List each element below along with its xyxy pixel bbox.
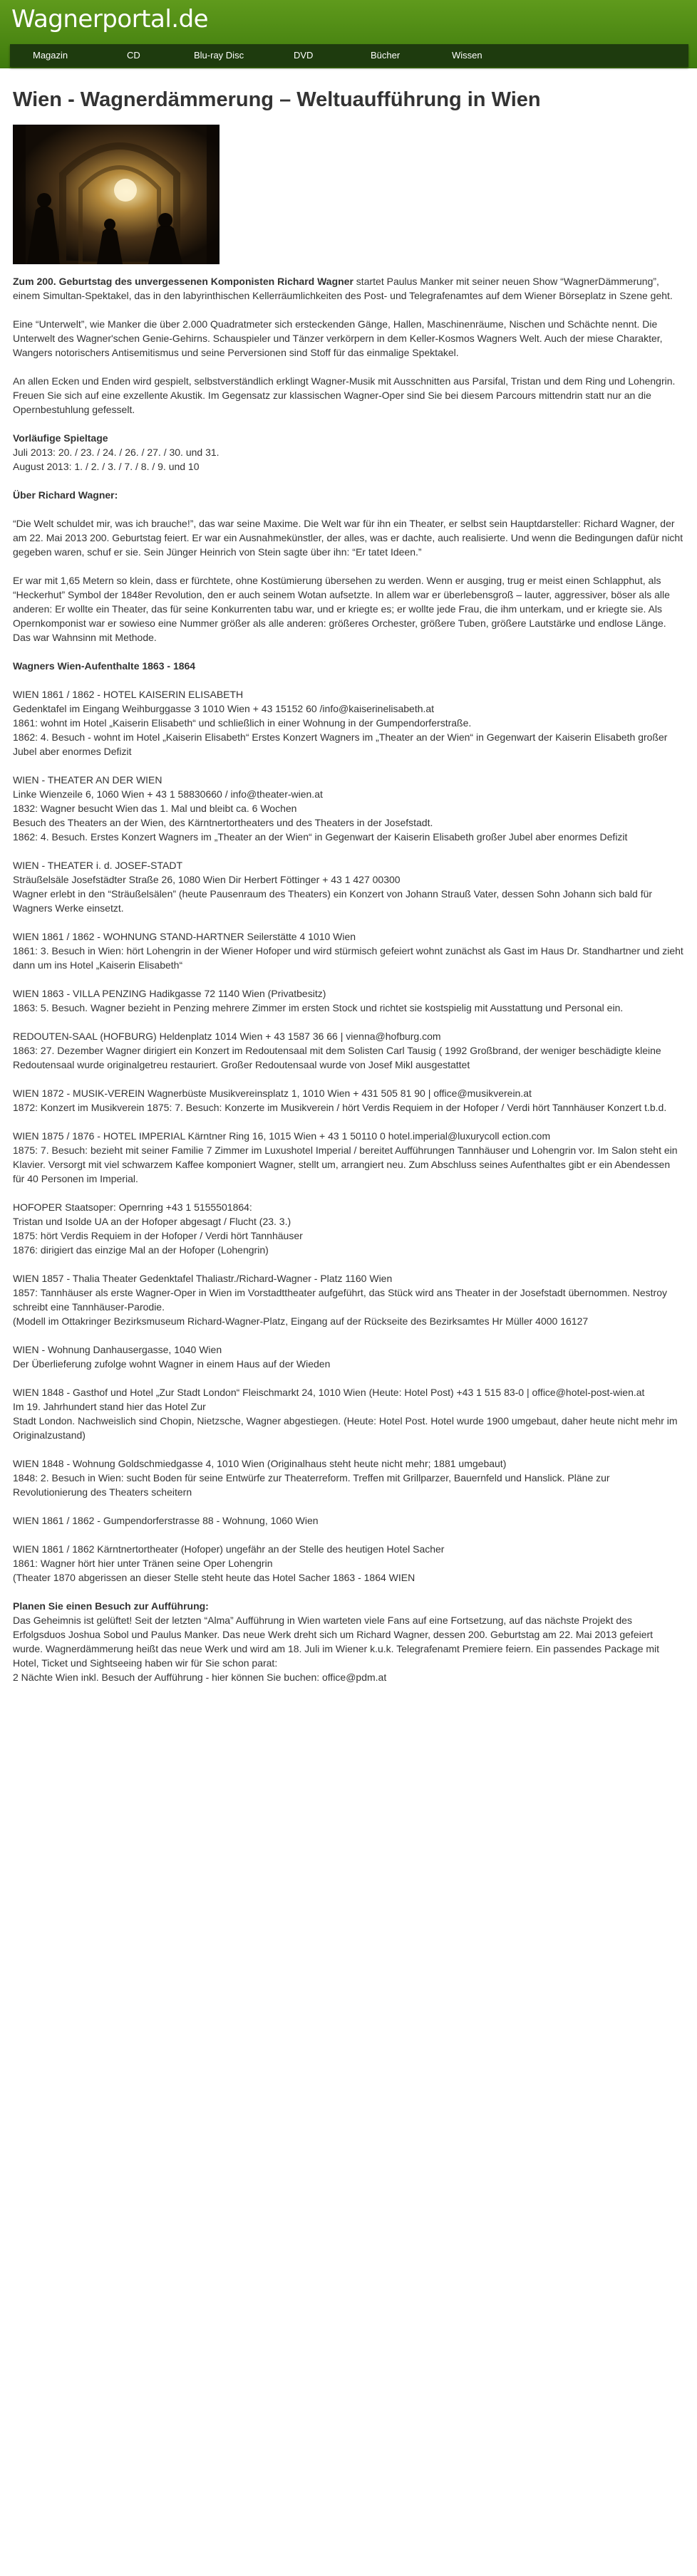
besuch-heading: Planen Sie einen Besuch zur Aufführung: (13, 1600, 209, 1612)
main-nav (10, 44, 688, 67)
nav-item-cd[interactable]: CD (127, 50, 140, 61)
hero-image (13, 125, 220, 264)
nav-item-dvd[interactable]: DVD (294, 50, 314, 61)
ueber-heading-text: Über Richard Wagner: (13, 489, 118, 501)
aufenthalt-entry: WIEN 1875 / 1876 - HOTEL IMPERIAL Kärntner Ring 16, 1015 Wien + 43 1 50110 0 hotel.imperial@luxurycoll ection.com 1875: 7. Besuch: bezieht mit seiner Familie 7 Zimmer im Luxushotel Imperial / bereitet Aufführungen Tannhäuser und Lohengrin vor. Im Salon steht ein Klavier. Versorgt mit viel schwarzem Kaffee komponiert Wagner, stellt um, arrangiert neu. Zum Abschluss seines Aufenthaltes gibt er ein Abendessen für 40 Personen im Imperial. (13, 1130, 678, 1184)
aufenthalt-entry: WIEN - Wohnung Danhausergasse, 1040 Wien Der Überlieferung zufolge wohnt Wagner in einem Haus auf der Wieden (13, 1344, 331, 1370)
aufenthalt-entry: WIEN 1861 / 1862 - HOTEL KAISERIN ELISABETH Gedenktafel im Eingang Weihburggasse 3 1010 Wien + 43 15152 60 /info@kaiserinelisabeth.at 1861: wohnt im Hotel „Kaiserin Elisabeth“ und schließlich in einer Wohnung in der Gumpendorferstraße. 1862: 4. Besuch - wohnt im Hotel „Kaiserin Elisabeth“ Erstes Konzert Wagners im „Theater an der Wien“ in Gegenwart der Kaiserin Elisabeth großer Jubel aber enormes Defizit (13, 689, 668, 757)
aufenthalt-entry: WIEN - THEATER AN DER WIEN Linke Wienzeile 6, 1060 Wien + 43 1 58830660 / info@theater-wien.at 1832: Wagner besucht Wien das 1. Mal und bleibt ca. 6 Wochen Besuch des Theaters an der Wien, des Kärntnertortheaters und des Theaters in der Josefstadt. 1862: 4. Besuch. Erstes Konzert Wagners im „Theater an der Wien“ in Gegenwart der Kaiserin Elisabeth großer Jubel aber enormes Defizit (13, 774, 628, 843)
site-logo[interactable]: Wagnerportal.de (11, 5, 209, 33)
aufenthalt-entry: WIEN 1861 / 1862 - Gumpendorferstrasse 88 - Wohnung, 1060 Wien (13, 1515, 319, 1526)
aufenthalt-entry: WIEN 1861 / 1862 Kärntnertortheater (Hofoper) ungefähr an der Stelle des heutigen Hotel Sacher 1861: Wagner hört hier unter Tränen seine Oper Lohengrin (Theater 1870 abgerissen an dieser Stelle steht heute das Hotel Sacher 1863 - 1864 WIEN (13, 1543, 445, 1583)
aufenthalt-entry: WIEN 1848 - Wohnung Goldschmiedgasse 4, 1010 Wien (Originalhaus steht heute nicht mehr; 1881 umgebaut) 1848: 2. Besuch in Wien: sucht Boden für seine Entwürfe zur Theaterreform. Treffen mit Grillparzer, Bauernfeld und Hanslick. Pläne zur Revolutionierung des Theaters scheitern (13, 1458, 610, 1498)
aufenthalte-heading-text: Wagners Wien-Aufenthalte 1863 - 1864 (13, 660, 196, 672)
aufenthalt-entry: REDOUTEN-SAAL (HOFBURG) Heldenplatz 1014 Wien + 43 1587 36 66 | vienna@hofburg.com 1863: 27. Dezember Wagner dirigiert ein Konzert im Redoutensaal mit dem Solisten Carl Tausig ( 1992 Großbrand, der weniger beschädigte kleine Redoutensaal wurde originalgetreu restauriert. Großer Redoutensaal wurde von Josef Mikl ausgestattet (13, 1031, 661, 1070)
paragraph-akustik: An allen Ecken und Enden wird gespielt, selbstverständlich erklingt Wagner-Musik mit Ausschnitten aus Parsifal, Tristan und dem Ring und Lohengrin. Freuen Sie sich auf eine exzellente Akustik. Im Gegensatz zur klassischen Wagner-Oper sind Sie bei diesem Parcours mittendrin statt nur an die Opernbestuhlung gefesselt. (13, 375, 676, 415)
nav-item-wissen[interactable]: Wissen (452, 50, 482, 61)
article (0, 68, 697, 1727)
aufenthalt-entry: WIEN 1863 - VILLA PENZING Hadikgasse 72 1140 Wien (Privatbesitz) 1863: 5. Besuch. Wagner bezieht in Penzing mehrere Zimmer im ersten Stock und richtet sie kostspielig mit Ausstattung und Personal ein. (13, 988, 624, 1013)
intro-bold: Zum 200. Geburtstag des unvergessenen Komponisten Richard Wagner (13, 276, 353, 287)
page-end-spacer (13, 1699, 684, 1727)
ueber-paragraph-1: “Die Welt schuldet mir, was ich brauche!”, das war seine Maxime. Die Welt war für ihn ein Theater, er selbst sein Hauptdarsteller: Richard Wagner, der am 22. Mai 2013 200. Geburtstag feiert. Er war ein Ausnahmekünstler, der alles, was er dachte, auch realisierte. Und wenn die Bedingungen dafür nicht gegeben waren, schuf er sie. Sein Jünger Heinrich von Stein sagte über ihn: “Er tatet Ideen.” (13, 518, 683, 558)
nav-item-magazin[interactable]: Magazin (33, 50, 68, 61)
aufenthalt-entry: WIEN 1872 - MUSIK-VEREIN Wagnerbüste Musikvereinsplatz 1, 1010 Wien + 431 505 81 90 | office@musikverein.at 1872: Konzert im Musikverein 1875: 7. Besuch: Konzerte im Musikverein / hört Verdis Requiem in der Hofoper / Verdi hört Tannhäuser Konzert t.b.d. (13, 1088, 667, 1113)
spieltage-heading: Vorläufige Spieltage (13, 432, 108, 444)
intro-text: startet Paulus Manker mit seiner neuen Show “WagnerDämmerung”, einem Simultan-Spektakel, das in den labyrinthischen Kellerräumlichkeiten des Post- und Telegrafenamtes auf dem Wiener Börseplatz in Szene geht. (13, 276, 673, 301)
ueber-heading (13, 488, 684, 502)
besuch-text: Das Geheimnis ist gelüftet! Seit der letzten “Alma” Aufführung in Wien warteten viele Fans auf eine Fortsetzung, auf das nächste Projekt des Erfolgsduos Joshua Sobol und Paulus Manker. Das neue Werk dreht sich um Richard Wagner, dessen 200. Geburtstag am 22. Mai 2013 gefeiert wurde. Wagnerdämmerung heißt das neue Werk und wird am 18. Juli im Wiener k.u.k. Telegrafenamt Premiere feiern. Ein passendes Package mit Hotel, Ticket und Sightseeing haben wir für Sie schon parat: 2 Nächte Wien inkl. Besuch der Aufführung - hier können Sie buchen: office@pdm.at (13, 1615, 660, 1683)
site-header (0, 0, 697, 68)
aufenthalt-entry: WIEN 1848 - Gasthof und Hotel „Zur Stadt London“ Fleischmarkt 24, 1010 Wien (Heute: Hotel Post) +43 1 515 83-0 | office@hotel-post-wien.at Im 19. Jahrhundert stand hier das Hotel Zur Stadt London. Nachweislich sind Chopin, Nietzsche, Wagner abgestiegen. (Heute: Hotel Post. Hotel wurde 1900 umgebaut, daher heute nicht mehr im Originalzustand) (13, 1387, 678, 1441)
intro-paragraph (13, 274, 684, 303)
page-title: Wien - Wagnerdämmerung – Weltuaufführung in Wien (13, 88, 541, 111)
aufenthalt-entry: WIEN 1861 / 1862 - WOHNUNG STAND-HARTNER Seilerstätte 4 1010 Wien 1861: 3. Besuch in Wien: hört Lohengrin in der Wiener Hofoper und wird stürmisch gefeiert wohnt zunächst als Gast im Haus Dr. Standhartner und zieht dann um ins Hotel „Kaiserin Elisabeth“ (13, 931, 683, 971)
nav-item-bluray[interactable]: Blu-ray Disc (194, 50, 244, 61)
ueber-paragraph-2: Er war mit 1,65 Metern so klein, dass er fürchtete, ohne Kostümierung übersehen zu werden. Wenn er ausging, trug er meist einen Schlapphut, als “Heckerhut” Symbol der 1848er Revolution, den er auch seinem Wotan aufsetzte. In allem war er überlebensgroß – lauter, aggressiver, böser als alle anderen: Er wollte ein Theater, das für seine Konkurrenten tabu war, und er kriegte es; er wollte jede Frau, die ihm unterkam, und er kriegte sie. Als Opernkomponist war er sowieso eine Nummer größer als alle anderen: größeres Orchester, größere Tuben, größere Lautstärke und endlose Länge. Das war Wahnsinn mit Methode. (13, 575, 670, 643)
spieltage-section (13, 431, 684, 474)
aufenthalt-entry: HOFOPER Staatsoper: Opernring +43 1 5155501864: Tristan und Isolde UA an der Hofoper abgesagt / Flucht (23. 3.) 1875: hört Verdis Requiem in der Hofoper / Verdi hört Tannhäuser 1876: dirigiert das einzige Mal an der Hofoper (Lohengrin) (13, 1201, 303, 1256)
aufenthalt-entry: WIEN - THEATER i. d. JOSEF-STADT Sträußelsäle Josefstädter Straße 26, 1080 Wien Dir Herbert Föttinger + 43 1 427 00300 Wagner erlebt in den “Sträußelsälen” (heute Pausenraum des Theaters) ein Konzert von Johann Strauß Vater, dessen Sohn Johann sich bald für Wagners Werke einsetzt. (13, 860, 653, 914)
besuch-section (13, 1599, 684, 1684)
spieltage-dates: Juli 2013: 20. / 23. / 24. / 26. / 27. / 30. und 31. August 2013: 1. / 2. / 3. / 7. / 8. / 9. und 10 (13, 447, 220, 472)
paragraph-unterwelt: Eine “Unterwelt”, wie Manker die über 2.000 Quadratmeter sich ersteckenden Gänge, Hallen, Maschinenräume, Nischen und Schächte nennt. Die Unterwelt des Wagner'schen Genie-Gehirns. Schauspieler und Tänzer verkörpern in dem Keller-Kosmos Wagners Welt. Auch der miese Charakter, Wangers notorischers Antisemitismus und seine Perversionen sind Stoff für das einmalige Spektakel. (13, 318, 663, 358)
aufenthalt-entry: WIEN 1857 - Thalia Theater Gedenktafel Thaliastr./Richard-Wagner - Platz 1160 Wien 1857: Tannhäuser als erste Wagner-Oper in Wien im Vorstadttheater aufgeführt, das Stück wird ans Theater in der Josefstadt übernommen. Nestroy schreibt eine Tannhäuser-Parodie. (Modell im Ottakringer Bezirksmuseum Richard-Wagner-Platz, Eingang auf der Rückseite des Bezirksamtes Hr Müller 4000 16127 (13, 1273, 667, 1327)
nav-item-buecher[interactable]: Bücher (371, 50, 401, 61)
aufenthalte-heading (13, 659, 684, 673)
